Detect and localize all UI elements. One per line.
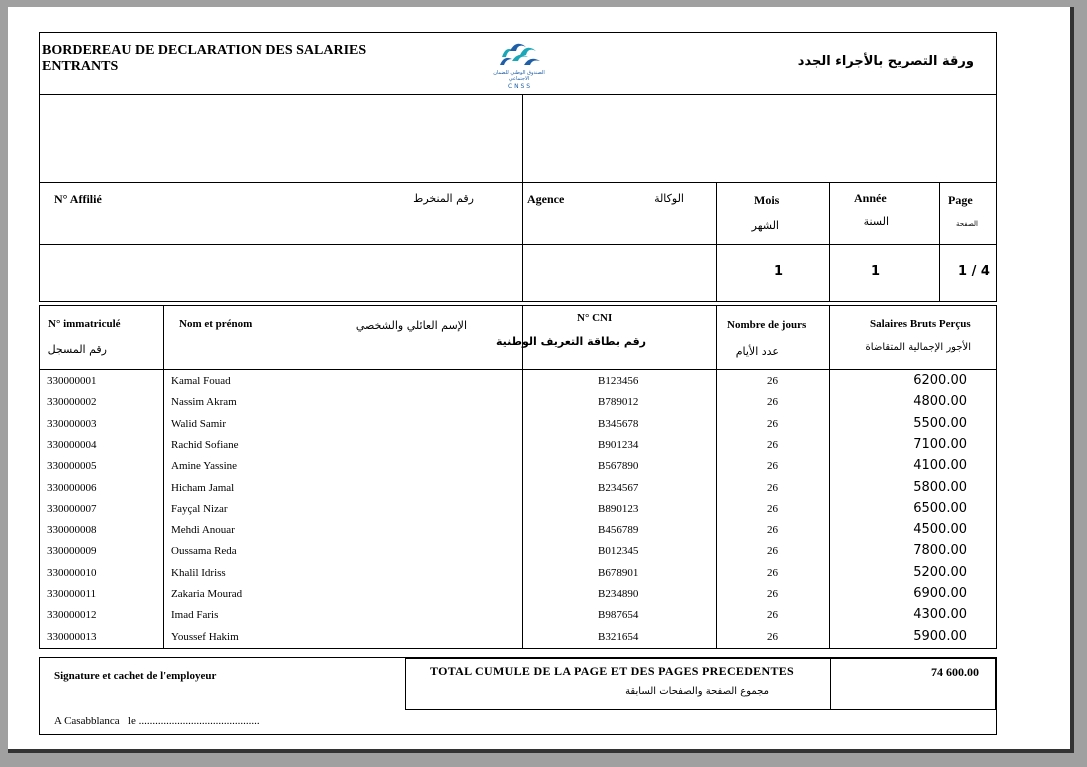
col-header-nom-ar: الإسم العائلي والشخصي — [355, 319, 467, 332]
cell-jours: 26 — [767, 375, 778, 387]
cell-jours: 26 — [767, 567, 778, 579]
col-header-salaire-ar: الأجور الإجمالية المتقاضاة — [865, 342, 971, 353]
divider — [995, 657, 997, 710]
agence-label-fr: Agence — [527, 192, 565, 206]
cell-jours: 26 — [767, 439, 778, 451]
cell-nom: Zakaria Mourad — [171, 588, 243, 600]
col-header-salaire-fr: Salaires Bruts Perçus — [870, 318, 971, 330]
cell-nom: Hicham Jamal — [171, 482, 235, 494]
affilie-label-fr: N° Affilié — [54, 192, 102, 206]
cell-nom: Rachid Sofiane — [171, 439, 239, 451]
page-label-fr: Page — [948, 193, 973, 207]
cell-cni: B345678 — [598, 418, 639, 430]
cell-immat: 330000006 — [47, 482, 97, 494]
cell-cni: B678901 — [598, 567, 639, 579]
cell-nom: Mehdi Anouar — [171, 524, 235, 536]
divider — [830, 657, 831, 710]
cell-salaire: 4100.00 — [913, 458, 967, 473]
cell-jours: 26 — [767, 609, 778, 621]
cell-jours: 26 — [767, 588, 778, 600]
place-date: A Casabblanca le ............................................ — [54, 715, 260, 727]
cell-jours: 26 — [767, 396, 778, 408]
mois-value: 1 — [774, 264, 784, 279]
cell-immat: 330000002 — [47, 396, 97, 408]
cell-jours: 26 — [767, 545, 778, 557]
cell-immat: 330000011 — [47, 588, 97, 600]
cell-jours: 26 — [767, 524, 778, 536]
cell-salaire: 6500.00 — [913, 501, 967, 516]
cell-jours: 26 — [767, 631, 778, 643]
cell-nom: Walid Samir — [171, 418, 227, 430]
document-page — [8, 7, 1074, 753]
cell-immat: 330000003 — [47, 418, 97, 430]
total-label-fr: TOTAL CUMULE DE LA PAGE ET DES PAGES PRECEDENTES — [430, 664, 795, 678]
cell-cni: B234567 — [598, 482, 639, 494]
cell-cni: B901234 — [598, 439, 639, 451]
cell-salaire: 5200.00 — [913, 565, 967, 580]
cell-cni: B987654 — [598, 609, 639, 621]
cell-nom: Fayçal Nizar — [171, 503, 228, 515]
divider — [829, 182, 830, 302]
agence-label-ar: الوكالة — [654, 192, 684, 205]
divider — [522, 305, 523, 649]
divider — [716, 305, 717, 649]
cell-cni: B789012 — [598, 396, 639, 408]
cell-immat: 330000005 — [47, 460, 97, 472]
title-fr — [42, 43, 366, 75]
cell-salaire: 5900.00 — [913, 629, 967, 644]
col-header-jours-ar: عدد الأيام — [735, 345, 779, 358]
divider — [405, 709, 997, 710]
cell-cni: B456789 — [598, 524, 639, 536]
cell-jours: 26 — [767, 460, 778, 472]
cell-immat: 330000008 — [47, 524, 97, 536]
annee-value: 1 — [871, 264, 881, 279]
cell-salaire: 6900.00 — [913, 586, 967, 601]
cell-nom: Imad Faris — [171, 609, 219, 621]
cell-salaire: 5500.00 — [913, 416, 967, 431]
cell-jours: 26 — [767, 503, 778, 515]
cell-nom: Kamal Fouad — [171, 375, 231, 387]
logo-text-ar: الصندوق الوطني للضمان الاجتماعي — [493, 70, 545, 82]
divider — [39, 182, 997, 183]
cell-salaire: 4800.00 — [913, 394, 967, 409]
col-header-immat-fr: N° immatriculé — [48, 318, 121, 330]
total-value: 74 600.00 — [931, 665, 979, 679]
cell-nom: Khalil Idriss — [171, 567, 226, 579]
col-header-cni-fr: N° CNI — [577, 312, 613, 324]
cell-cni: B012345 — [598, 545, 639, 557]
title-fr-line2: ENTRANTS — [42, 59, 119, 74]
cell-nom: Nassim Akram — [171, 396, 237, 408]
cell-salaire: 5800.00 — [913, 480, 967, 495]
mois-label-fr: Mois — [754, 193, 780, 207]
cell-salaire: 7800.00 — [913, 543, 967, 558]
total-label-ar: مجموع الصفحة والصفحات السابقة — [625, 686, 769, 697]
logo-text-abbr: C N S S — [507, 83, 531, 90]
cell-jours: 26 — [767, 418, 778, 430]
affilie-label-ar: رقم المنخرط — [413, 192, 474, 205]
title-ar: ورقة التصريح بالأجراء الجدد — [797, 54, 974, 69]
page-value: 1 / 4 — [958, 264, 990, 279]
cell-nom: Amine Yassine — [171, 460, 238, 472]
cell-immat: 330000009 — [47, 545, 97, 557]
divider — [163, 305, 164, 649]
cell-immat: 330000001 — [47, 375, 97, 387]
divider — [829, 305, 830, 649]
cell-cni: B123456 — [598, 375, 639, 387]
cell-immat: 330000013 — [47, 631, 97, 643]
cell-salaire: 7100.00 — [913, 437, 967, 452]
signature-label: Signature et cachet de l'employeur — [54, 670, 217, 682]
mois-label-ar: الشهر — [751, 219, 779, 232]
annee-label-fr: Année — [854, 191, 887, 205]
col-header-cni-ar: رقم بطاقة التعريف الوطنية — [496, 335, 646, 348]
cell-nom: Oussama Reda — [171, 545, 237, 557]
cnss-logo — [494, 37, 544, 89]
cell-immat: 330000012 — [47, 609, 97, 621]
cell-immat: 330000007 — [47, 503, 97, 515]
divider — [39, 244, 997, 245]
divider — [716, 182, 717, 302]
cell-salaire: 4500.00 — [913, 522, 967, 537]
col-header-nom-fr: Nom et prénom — [179, 318, 253, 330]
cell-cni: B567890 — [598, 460, 639, 472]
cell-nom: Youssef Hakim — [171, 631, 239, 643]
cell-cni: B890123 — [598, 503, 639, 515]
cell-immat: 330000004 — [47, 439, 97, 451]
page-label-ar: الصفحة — [956, 220, 978, 228]
cell-cni: B234890 — [598, 588, 639, 600]
col-header-jours-fr: Nombre de jours — [727, 319, 807, 331]
divider — [39, 369, 997, 370]
cell-jours: 26 — [767, 482, 778, 494]
divider — [405, 657, 406, 710]
col-header-immat-ar: رقم المسجل — [47, 343, 107, 356]
cell-salaire: 4300.00 — [913, 607, 967, 622]
divider — [939, 182, 940, 302]
divider — [522, 94, 523, 302]
annee-label-ar: السنة — [863, 215, 889, 228]
cell-cni: B321654 — [598, 631, 639, 643]
title-fr-line1: BORDEREAU DE DECLARATION DES SALARIES — [42, 43, 367, 58]
divider — [405, 657, 997, 659]
cell-immat: 330000010 — [47, 567, 97, 579]
cell-salaire: 6200.00 — [913, 373, 967, 388]
